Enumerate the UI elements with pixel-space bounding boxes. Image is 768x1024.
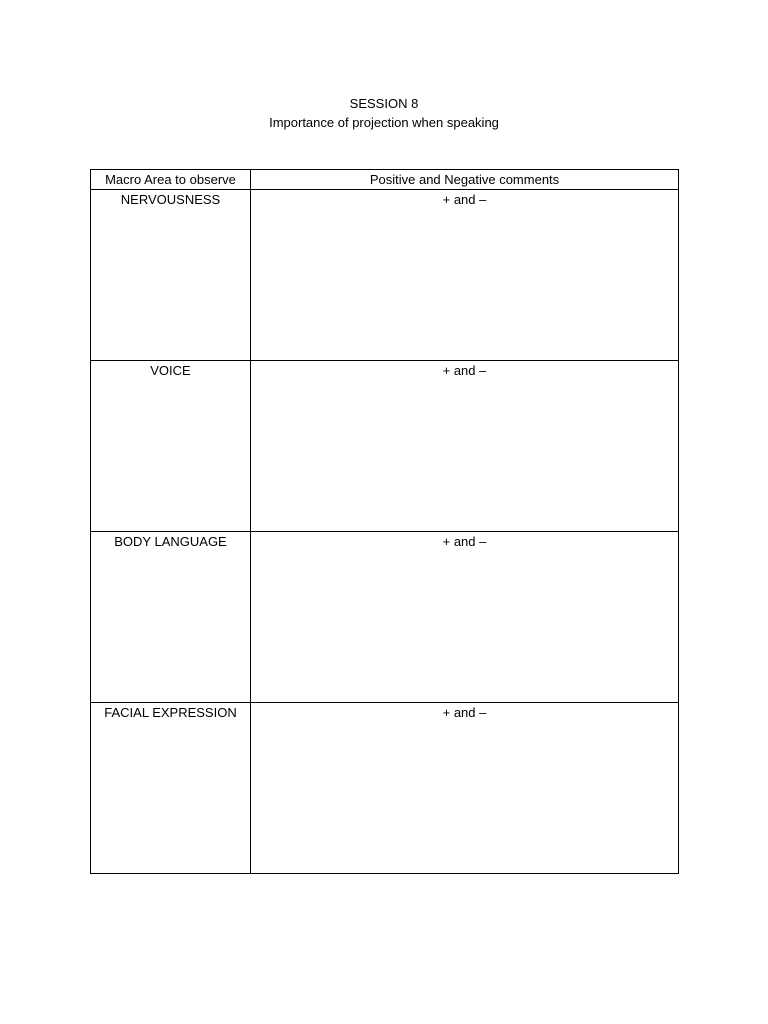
- table-row: [91, 703, 679, 874]
- comment-cell: + and –: [251, 190, 679, 361]
- table-row: [91, 190, 679, 361]
- area-cell: BODY LANGUAGE: [91, 532, 251, 703]
- table-header-row: [91, 170, 679, 190]
- session-title: SESSION 8: [349, 96, 419, 111]
- table-row: [91, 532, 679, 703]
- comment-cell: + and –: [251, 361, 679, 532]
- area-cell: VOICE: [91, 361, 251, 532]
- comment-cell: + and –: [251, 703, 679, 874]
- document-header: [0, 94, 768, 132]
- area-cell: FACIAL EXPRESSION: [91, 703, 251, 874]
- column-header-area: Macro Area to observe: [91, 170, 251, 190]
- observation-table: [90, 169, 679, 874]
- session-subtitle: Importance of projection when speaking: [269, 115, 499, 130]
- table-row: [91, 361, 679, 532]
- area-cell: NERVOUSNESS: [91, 190, 251, 361]
- column-header-comments: Positive and Negative comments: [251, 170, 679, 190]
- comment-cell: + and –: [251, 532, 679, 703]
